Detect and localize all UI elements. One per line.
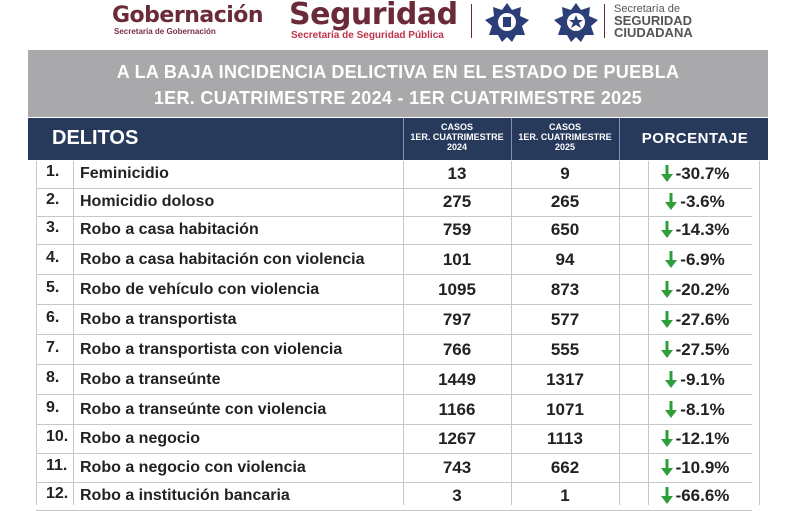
table-row	[28, 161, 768, 189]
arrow-down-icon	[665, 251, 677, 268]
percentage-cell	[622, 192, 768, 212]
logo-divider	[471, 4, 472, 38]
cases-2025: 577	[550, 310, 580, 329]
row-number: 9.	[46, 399, 60, 416]
row-divider	[36, 394, 752, 395]
col-header-2024-l2: 1ER. CUATRIMESTRE	[410, 132, 504, 142]
logo-header	[0, 0, 800, 48]
row-number: 8.	[46, 369, 60, 386]
arrow-down-icon	[665, 193, 677, 210]
cases-2024: 13	[447, 164, 467, 183]
cases-2024: 1166	[438, 400, 476, 419]
police-badge-icon	[484, 2, 530, 42]
percentage-cell	[622, 370, 768, 390]
col-header-2024-l3: 2024	[446, 142, 468, 152]
arrow-down-icon	[661, 221, 673, 238]
percentage-value: -30.7%	[675, 164, 730, 183]
cases-2025: 9	[560, 164, 570, 183]
arrow-down-icon	[661, 459, 673, 476]
title-band	[28, 50, 768, 117]
ssc-label-3: CIUDADANA	[614, 25, 693, 40]
cases-2024: 759	[442, 220, 472, 239]
percentage-value: -9.1%	[680, 370, 725, 389]
col-header-2025-l1: CASOS	[548, 122, 581, 132]
row-divider	[36, 304, 752, 305]
col-header-2025-l2: 1ER. CUATRIMESTRE	[518, 132, 612, 142]
percentage-cell	[622, 250, 768, 270]
table-row	[28, 367, 768, 395]
percentage-value: -8.1%	[680, 400, 725, 419]
cases-2024: 743	[442, 458, 472, 477]
gobernacion-subtitle: Secretaría de Gobernación	[114, 27, 216, 36]
col-header-2024-l1: CASOS	[440, 122, 473, 132]
col-header-2024	[403, 122, 511, 152]
percentage-value: -12.1%	[675, 429, 730, 448]
crime-name: Robo a transeúnte con violencia	[80, 401, 327, 418]
col-header-2025-l3: 2025	[554, 142, 576, 152]
percentage-cell	[622, 486, 768, 506]
table-row	[28, 189, 768, 217]
cases-2024: 1449	[438, 370, 476, 389]
ssc-label-2: SEGURIDAD	[614, 13, 693, 28]
cases-2025: 1	[560, 486, 570, 505]
cases-2025: 1113	[547, 429, 583, 448]
arrow-down-icon	[661, 281, 673, 298]
table-row	[28, 455, 768, 483]
ssc-label-1: Secretaría de	[614, 3, 681, 15]
cases-2024: 1267	[438, 429, 476, 448]
table-row	[28, 277, 768, 305]
cases-2025: 1071	[546, 400, 584, 419]
crime-name: Robo a transportista	[80, 311, 237, 328]
row-number: 7.	[46, 339, 60, 356]
crime-name: Robo a transeúnte	[80, 371, 221, 388]
cases-2025: 873	[550, 280, 580, 299]
logo-divider-2	[604, 4, 605, 38]
arrow-down-icon	[661, 165, 673, 182]
arrow-down-icon	[661, 430, 673, 447]
percentage-value: -3.6%	[680, 192, 725, 211]
cases-2025: 265	[550, 192, 580, 211]
crime-name: Feminicidio	[80, 165, 169, 182]
percentage-cell	[622, 280, 768, 300]
table-row	[28, 483, 768, 511]
row-number: 12.	[46, 485, 69, 502]
row-divider	[36, 424, 752, 425]
percentage-cell	[622, 340, 768, 360]
percentage-value: -27.6%	[675, 310, 730, 329]
row-number: 1.	[46, 163, 60, 180]
row-divider	[36, 364, 752, 365]
crime-name: Robo de vehículo con violencia	[80, 281, 320, 298]
row-divider	[36, 334, 752, 335]
table-row	[28, 397, 768, 425]
percentage-cell	[622, 310, 768, 330]
col-header-delitos: DELITOS	[52, 127, 139, 149]
arrow-down-icon	[665, 371, 677, 388]
cases-2025: 94	[555, 250, 575, 269]
row-number: 5.	[46, 279, 60, 296]
table-row	[28, 217, 768, 245]
crime-name: Robo a institución bancaria	[80, 487, 290, 504]
arrow-down-icon	[661, 341, 673, 358]
percentage-value: -66.6%	[675, 486, 730, 505]
row-number: 3.	[46, 219, 60, 236]
row-divider	[36, 453, 752, 454]
percentage-cell	[622, 429, 768, 449]
header-separator	[619, 118, 620, 160]
cases-2024: 1095	[438, 280, 476, 299]
percentage-value: -20.2%	[675, 280, 730, 299]
row-number: 2.	[46, 191, 60, 208]
crime-name: Robo a negocio con violencia	[80, 459, 306, 476]
table-row	[28, 247, 768, 275]
row-number: 11.	[46, 457, 68, 474]
cases-2024: 797	[442, 310, 472, 329]
page-title: A LA BAJA INCIDENCIA DELICTIVA EN EL ESTADO DE PUEBLA	[116, 62, 680, 82]
arrow-down-icon	[665, 401, 677, 418]
percentage-value: -14.3%	[675, 220, 730, 239]
seguridad-subtitle: Secretaría de Seguridad Pública	[291, 30, 444, 41]
crime-name: Robo a casa habitación	[80, 221, 259, 238]
table-header	[28, 118, 768, 160]
crime-name: Robo a transportista con violencia	[80, 341, 343, 358]
cases-2025: 1317	[546, 370, 584, 389]
cases-2024: 766	[442, 340, 472, 359]
percentage-cell	[622, 220, 768, 240]
arrow-down-icon	[661, 311, 673, 328]
percentage-value: -10.9%	[675, 458, 730, 477]
cases-2024: 3	[452, 486, 462, 505]
row-number: 4.	[46, 249, 60, 266]
gobernacion-logo-text: Gobernación	[112, 3, 264, 28]
col-header-2025	[511, 122, 619, 152]
row-number: 10.	[46, 428, 69, 445]
table-row	[28, 426, 768, 454]
percentage-cell	[622, 458, 768, 478]
crime-name: Homicidio doloso	[80, 193, 215, 210]
arrow-down-icon	[661, 487, 673, 504]
percentage-value: -6.9%	[680, 250, 725, 269]
cases-2025: 662	[550, 458, 580, 477]
cases-2024: 275	[442, 192, 472, 211]
seguridad-logo-text: Seguridad	[289, 0, 458, 32]
row-divider	[36, 244, 752, 245]
table-row	[28, 337, 768, 365]
percentage-cell	[622, 400, 768, 420]
row-divider	[36, 274, 752, 275]
cases-2025: 555	[550, 340, 580, 359]
percentage-cell	[622, 164, 768, 184]
cases-2024: 101	[442, 250, 472, 269]
page-subtitle: 1ER. CUATRIMESTRE 2024 - 1ER CUATRIMESTRE 2025	[153, 88, 643, 108]
crime-name: Robo a negocio	[80, 430, 200, 447]
cases-2025: 650	[550, 220, 580, 239]
crime-name: Robo a casa habitación con violencia	[80, 251, 365, 268]
col-header-porcentaje: PORCENTAJE	[641, 130, 749, 147]
percentage-value: -27.5%	[675, 340, 730, 359]
row-number: 6.	[46, 309, 60, 326]
ssc-badge-icon	[553, 2, 599, 42]
table-row	[28, 307, 768, 335]
